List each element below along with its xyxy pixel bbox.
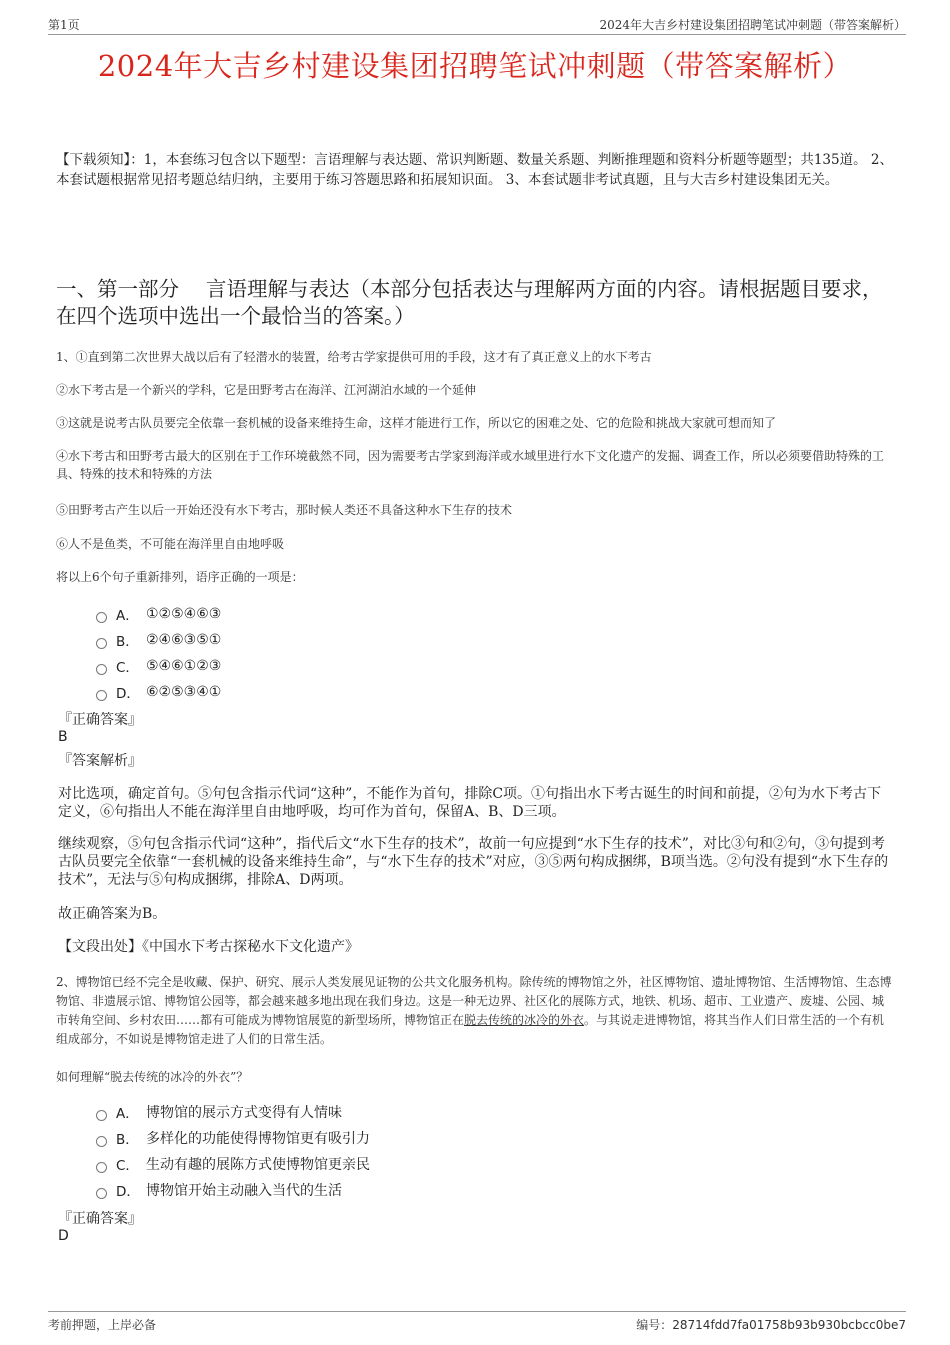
page-number: 第1页 <box>48 18 80 32</box>
option-key: A． <box>116 608 139 624</box>
section-heading: 一、第一部分 言语理解与表达（本部分包括表达与理解两方面的内容。请根据题目要求，在四个选项中选出一个最恰当的答案。） <box>56 277 883 328</box>
footer-code: 编号：28714fdd7fa01758b93b930bcbcc0be7 <box>636 1318 906 1332</box>
page-header <box>48 14 906 35</box>
q1-analysis-label: 『答案解析』 <box>58 753 142 769</box>
header-doc-title: 2024年大吉乡村建设集团招聘笔试冲刺题（带答案解析） <box>599 18 906 32</box>
option-text: 博物馆开始主动融入当代的生活 <box>146 1183 342 1199</box>
q1-analysis-p1: 对比选项，确定首句。⑤句包含指示代词“这种”，不能作为首句，排除C项。①句指出水下考古诞生的时间和前提，②句为水下考古下定义，⑥句指出人不能在海洋里自由地呼吸，均可作为首句，保留A、B、D三项。 <box>58 786 882 820</box>
footer-slogan: 考前押题，上岸必备 <box>48 1318 157 1332</box>
radio-icon[interactable] <box>96 1188 107 1199</box>
download-notice: 【下载须知】：1，本套练习包含以下题型：言语理解与表达题、常识判断题、数量关系题、判断推理题和资料分析题等题型；共135道。 2、本套试题根据常见招考题总结归纳，主要用于练习答题思路和拓展知识面。 3、本套试题非考试真题，且与大吉乡村建设集团无关。 <box>56 152 893 188</box>
q2-options <box>96 1099 370 1203</box>
q1-analysis-p2: 继续观察，⑤句包含指示代词“这种”，指代后文“水下生存的技术”，故前一句应提到“水下生存的技术”，对比③句和②句，③句提到考古队员要完全依靠“一套机械的设备来维持生命”，与“水下生存的技术”对应，③⑤两句构成捆绑，B项当选。②句没有提到“水下生存的技术”，无法与⑤句构成捆绑，排除A、D两项。 <box>58 836 889 888</box>
q2-option-b[interactable] <box>96 1125 370 1151</box>
q1-option-c[interactable] <box>96 653 221 679</box>
q1-sentence-5: ⑤田野考古产生以后一开始还没有水下考古，那时候人类还不具备这种水下生存的技术 <box>56 503 513 517</box>
underlined-phrase: 脱去传统的冰冷的外衣 <box>464 1013 585 1027</box>
option-text: ②④⑥③⑤① <box>146 632 222 648</box>
option-key: D． <box>116 1184 140 1200</box>
q2-option-a[interactable] <box>96 1099 370 1125</box>
option-key: C． <box>116 1158 139 1174</box>
q2-question: 如何理解“脱去传统的冰冷的外衣”？ <box>56 1070 249 1084</box>
radio-icon[interactable] <box>96 690 107 701</box>
q1-sentence-4: ④水下考古和田野考古最大的区别在于工作环境截然不同，因为需要考古学家到海洋或水域里进行水下文化遗产的发掘、调查工作，所以必须要借助特殊的工具、特殊的技术和特殊的方法 <box>56 449 885 481</box>
q2-option-d[interactable] <box>96 1177 370 1203</box>
radio-icon[interactable] <box>96 612 107 623</box>
option-text: 博物馆的展示方式变得有人情味 <box>146 1105 342 1121</box>
q1-answer: B <box>58 729 68 745</box>
q1-source: 【文段出处】《中国水下考古探秘水下文化遗产》 <box>58 939 359 955</box>
q1-options <box>96 601 221 705</box>
radio-icon[interactable] <box>96 1162 107 1173</box>
q1-sentence-3: ③这就是说考古队员要完全依靠一套机械的设备来维持生命，这样才能进行工作，所以它的困难之处、它的危险和挑战大家就可想而知了 <box>56 416 777 430</box>
radio-icon[interactable] <box>96 638 107 649</box>
q1-sentence-6: ⑥人不是鱼类，不可能在海洋里自由地呼吸 <box>56 537 285 551</box>
q1-sentence-2: ②水下考古是一个新兴的学科，它是田野考古在海洋、江河湖泊水域的一个延伸 <box>56 383 477 397</box>
page-footer <box>48 1311 906 1334</box>
radio-icon[interactable] <box>96 664 107 675</box>
q1-analysis-p3: 故正确答案为B。 <box>58 906 167 922</box>
q2-answer: D <box>58 1228 69 1244</box>
option-text: ①②⑤④⑥③ <box>146 606 222 622</box>
option-key: A． <box>116 1106 139 1122</box>
option-text: ⑤④⑥①②③ <box>146 658 222 674</box>
option-text: 生动有趣的展陈方式使博物馆更亲民 <box>146 1157 370 1173</box>
document-title: 2024年大吉乡村建设集团招聘笔试冲刺题（带答案解析） <box>97 49 853 83</box>
option-text: 多样化的功能使得博物馆更有吸引力 <box>146 1131 370 1147</box>
q1-answer-label: 『正确答案』 <box>58 712 142 728</box>
option-key: D． <box>116 686 140 702</box>
q1-option-b[interactable] <box>96 627 221 653</box>
option-key: B． <box>116 634 139 650</box>
q2-stem: 2、博物馆已经不完全是收藏、保护、研究、展示人类发展见证物的公共文化服务机构。除传统的博物馆之外，社区博物馆、遗址博物馆、生活博物馆、生态博物馆、非遗展示馆、博物馆公园等，都会越来越多地出现在我们身边。这是一种无边界、社区化的展陈方式，地铁、机场、超市、工业遗产、废墟、公园、城市转角空间、乡村农田……都有可能成为博物馆展览的新型场所，博物馆正在脱去传统的冰冷的外衣。与其说走进博物馆，将其当作人们日常生活的一个有机组成部分，不如说是博物馆走进了人们的日常生活。 <box>56 975 892 1046</box>
radio-icon[interactable] <box>96 1110 107 1121</box>
q2-answer-label: 『正确答案』 <box>58 1211 142 1227</box>
q1-option-d[interactable] <box>96 679 221 705</box>
q2-option-c[interactable] <box>96 1151 370 1177</box>
radio-icon[interactable] <box>96 1136 107 1147</box>
q1-stem-line: 1、①直到第二次世界大战以后有了轻潜水的装置，给考古学家提供可用的手段，这才有了真正意义上的水下考古 <box>56 350 652 364</box>
option-text: ⑥②⑤③④① <box>146 684 222 700</box>
q1-question: 将以上6个句子重新排列，语序正确的一项是： <box>56 570 304 584</box>
option-key: B． <box>116 1132 139 1148</box>
option-key: C． <box>116 660 139 676</box>
q1-option-a[interactable] <box>96 601 221 627</box>
